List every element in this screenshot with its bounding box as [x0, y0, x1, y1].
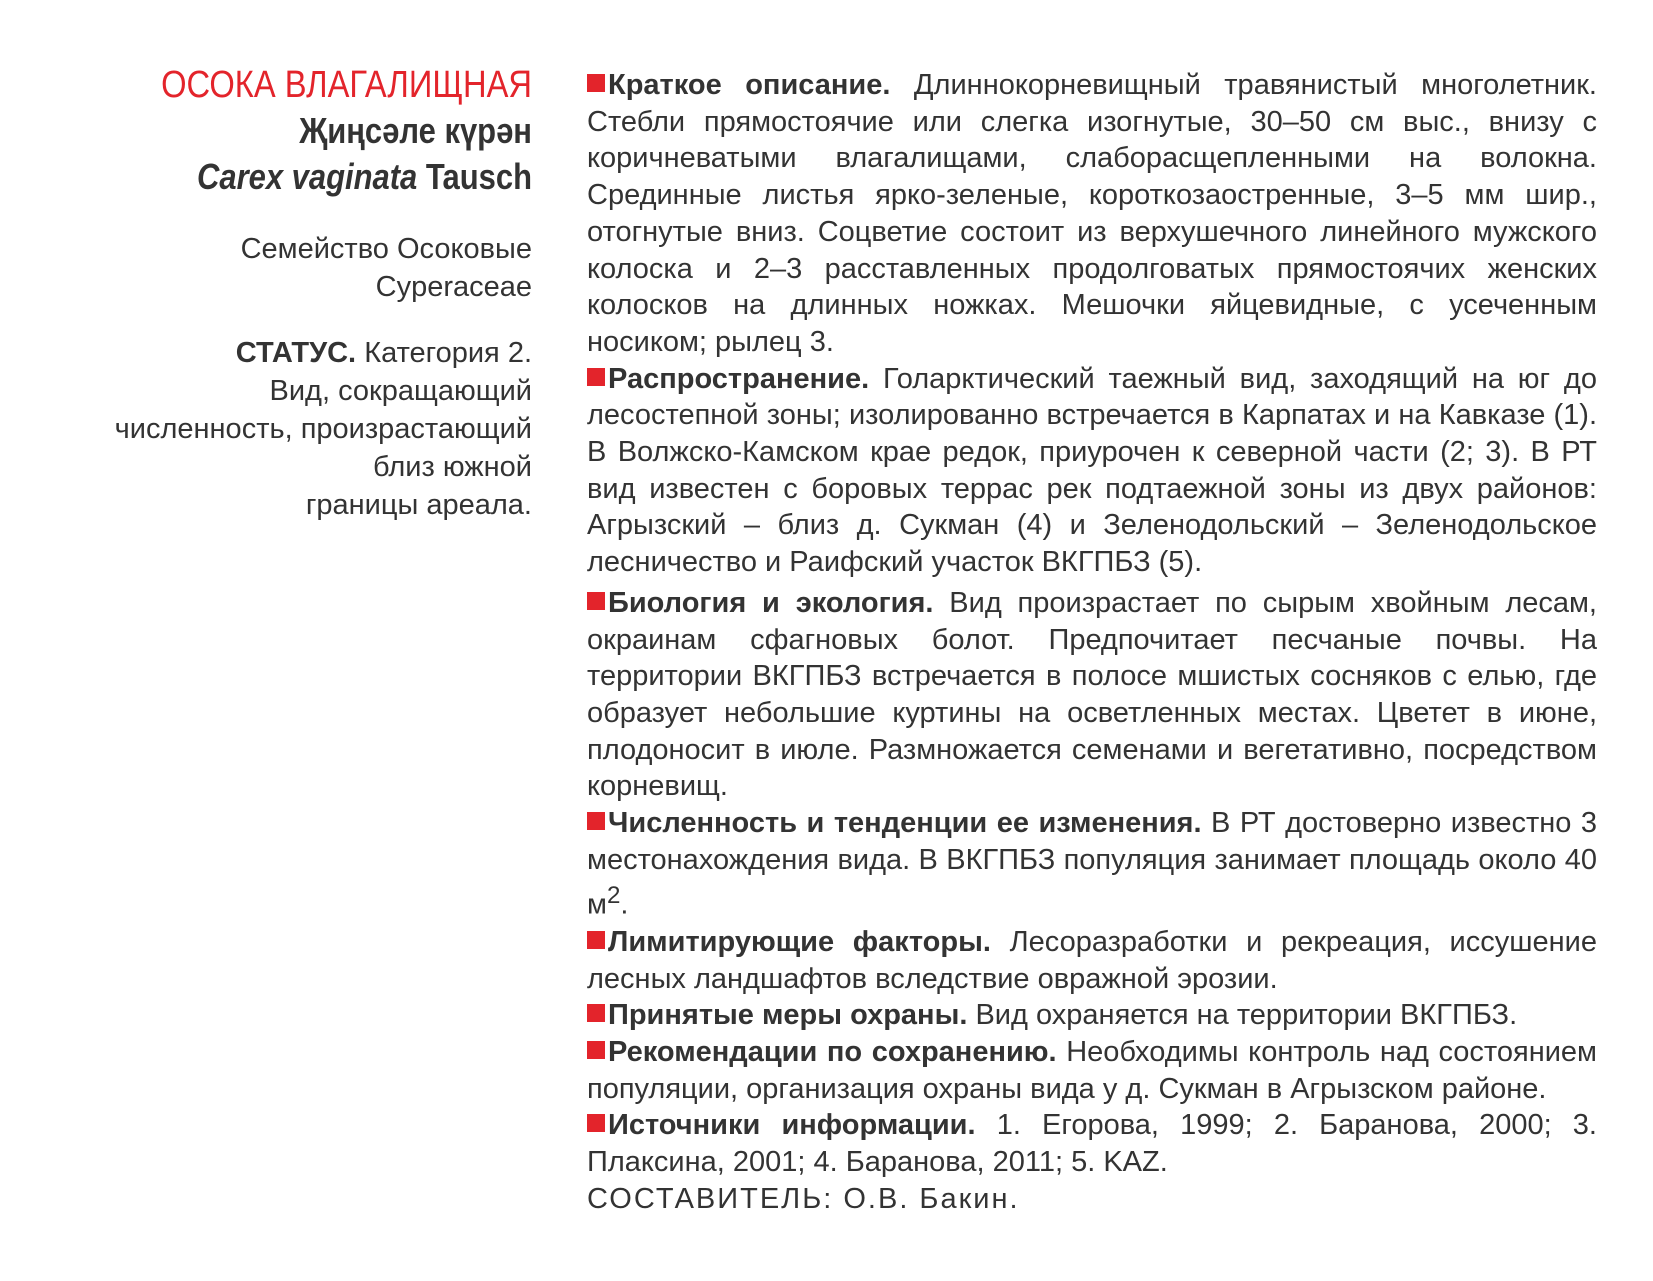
species-title-tatar: Җиңсәле күрән [299, 110, 532, 151]
section-heading: Биология и экология. [608, 586, 934, 619]
family-block [40, 230, 532, 306]
section-heading: Источники информации. [608, 1109, 976, 1142]
species-description-column [587, 67, 1597, 1217]
red-square-bullet-icon [587, 1004, 605, 1022]
red-square-bullet-icon [587, 368, 605, 386]
section-recommendations [587, 1034, 1597, 1107]
red-square-bullet-icon [587, 592, 605, 610]
red-square-bullet-icon [587, 1114, 605, 1132]
status-block [40, 334, 532, 524]
latin-author: Tausch [425, 156, 532, 197]
section-text: Необходимы контроль над состоянием популяции, организация охраны вида у д. Сукман в Агрызском районе. [587, 1035, 1597, 1105]
section-text-tail: . [620, 889, 629, 922]
red-square-bullet-icon [587, 931, 605, 949]
section-biology [587, 585, 1597, 805]
status-category: Категория 2. [364, 337, 532, 369]
section-protection-measures [587, 997, 1597, 1034]
section-distribution [587, 361, 1597, 581]
family-latin: Cyperaceae [375, 271, 532, 303]
section-text: Вид охраняется на территории ВКГПБЗ. [975, 999, 1518, 1032]
section-heading: Рекомендации по сохранению. [608, 1035, 1057, 1068]
status-line-5: границы ареала. [305, 489, 532, 521]
species-title-russian: ОСОКА ВЛАГАЛИЩНАЯ [161, 64, 532, 106]
section-heading: Численность и тенденции ее изменения. [608, 807, 1202, 840]
section-text: Длиннокорневищный травянистый многолетник. Стебли прямостоячие или слегка изогнутые, 30–50 см выс., внизу с коричневатыми влагалищами, слаборасщепленными на волокна. Срединные листья ярко-зеленые, короткозаостренные, 3–5 мм шир., отогнутые вниз. Соцветие состоит из верхушечного линейного мужского колоска и 2–3 расставленных продолговатых прямостоячих женских колосков на длинных ножках. Мешочки яйцевидные, с усеченным носиком; рылец 3. [587, 69, 1597, 358]
section-text: Лесоразработки и рекреация, иссушение лесных ландшафтов вследствие овражной эрозии. [587, 925, 1597, 995]
status-line-2: Вид, сокращающий [269, 375, 532, 407]
latin-binomial: Carex vaginata [197, 156, 418, 197]
section-text: Вид произрастает по сырым хвойным лесам, окраинам сфагновых болот. Предпочитает песчаные почвы. На территории ВКГПБЗ встречается в полосе мшистых сосняков с елью, где образует небольшие куртины на осветленных местах. Цветет в июне, плодоносит в июле. Размножается семенами и вегетативно, посредством корневищ. [587, 586, 1597, 803]
section-abundance [587, 805, 1597, 924]
section-heading: Краткое описание. [608, 69, 891, 101]
status-line-1 [40, 334, 532, 372]
red-square-bullet-icon [587, 812, 605, 830]
section-text: Голарктический таежный вид, заходящий на юг до лесостепной зоны; изолированно встречается в Карпатах и на Кавказе (1). В Волжско-Камском крае редок, приурочен к северной части (2; 3). В РТ вид известен с боровых террас рек подтаежной зоны из двух районов: Агрызский – близ д. Сукман (4) и Зеленодольский – Зеленодольское лесничество и Раифский участок ВКГПБЗ (5). [587, 362, 1597, 579]
species-title-latin [109, 154, 532, 200]
section-limiting-factors [587, 924, 1597, 997]
red-square-bullet-icon [587, 74, 605, 92]
status-line-4: близ южной [373, 451, 532, 483]
section-heading: Лимитирующие факторы. [608, 925, 991, 958]
species-header-column [40, 62, 532, 524]
section-sources [587, 1107, 1597, 1180]
family-russian: Семейство Осоковые [240, 233, 532, 265]
section-heading: Принятые меры охраны. [608, 999, 968, 1032]
status-label: СТАТУС. [235, 337, 357, 369]
section-description [587, 67, 1597, 361]
superscript: 2 [606, 882, 621, 910]
status-line-3: численность, произрастающий [114, 413, 532, 445]
compiler-credit: СОСТАВИТЕЛЬ: О.В. Бакин. [587, 1182, 1020, 1215]
red-square-bullet-icon [587, 1041, 605, 1059]
section-text: В РТ достоверно известно 3 местонахождения вида. В ВКГПБЗ популяция занимает площадь около 40 м [587, 807, 1597, 922]
section-heading: Распространение. [608, 362, 870, 395]
section-text: 1. Егорова, 1999; 2. Баранова, 2000; 3. Плаксина, 2001; 4. Баранова, 2011; 5. KAZ. [587, 1109, 1597, 1179]
